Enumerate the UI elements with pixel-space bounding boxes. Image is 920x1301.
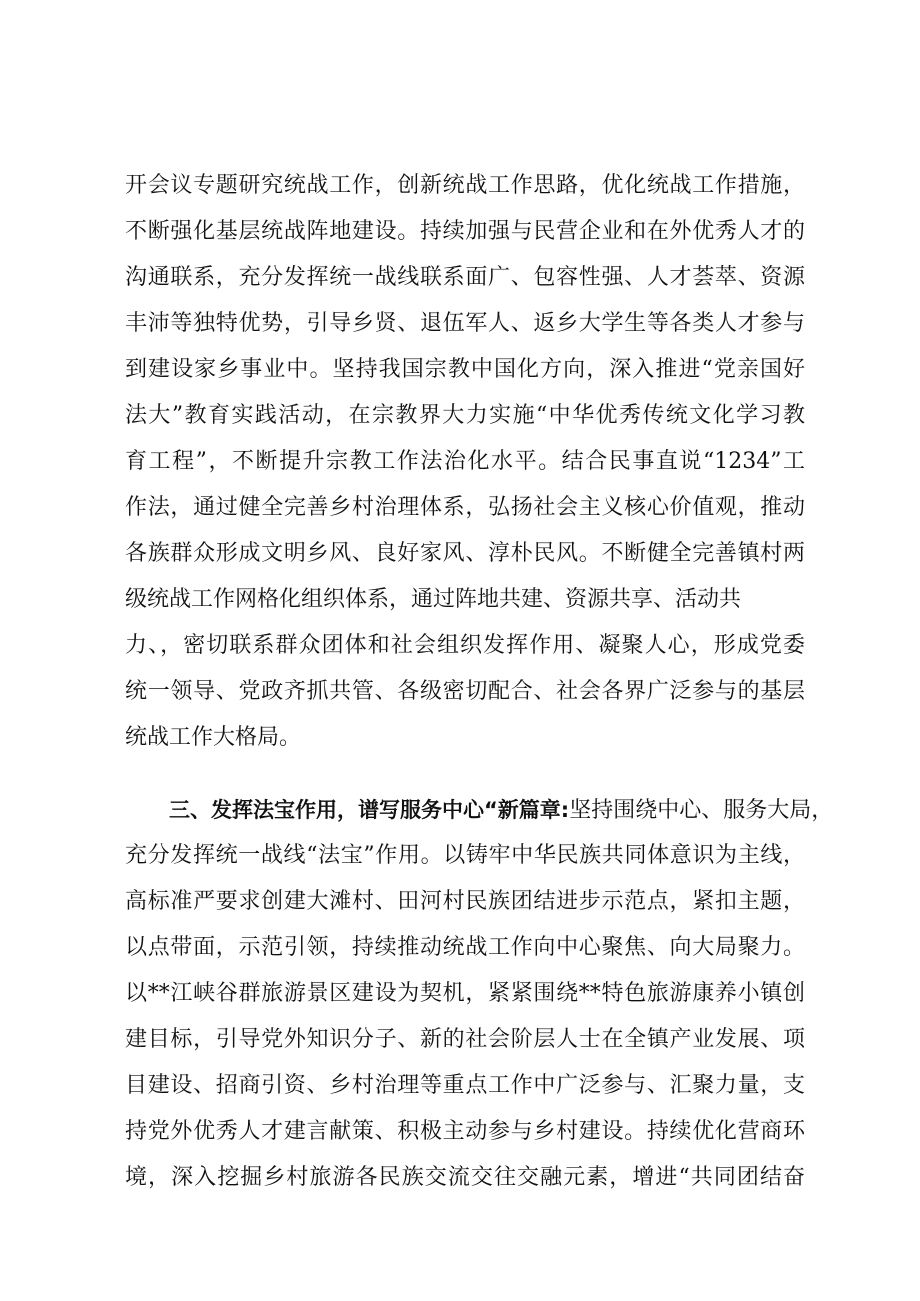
section-heading: 三、发挥法宝作用，谱写服务中心“新篇章: — [169, 798, 570, 822]
text-line: 作法，通过健全完善乡村治理体系，弘扬社会主义核心价值观，推动 — [125, 495, 805, 520]
text-line: 以点带面，示范引领，持续推动统战工作向中心聚焦、向大局聚力。 — [125, 935, 805, 960]
text-line: 不断强化基层统战阵地建设。持续加强与民营企业和在外优秀人才的 — [125, 219, 805, 244]
section-heading-continuation: 坚持围绕中心、服务大局， — [569, 798, 834, 823]
text-line: 沟通联系，充分发挥统一战线联系面广、包容性强、人才荟萃、资源 — [125, 265, 805, 290]
text-line: 持党外优秀人才建言献策、积极主动参与乡村建设。持续优化营商环 — [125, 1119, 805, 1144]
text-line: 以**江峡谷群旅游景区建设为契机，紧紧围绕**特色旅游康养小镇创 — [125, 981, 805, 1006]
text-line: 开会议专题研究统战工作，创新统战工作思路，优化统战工作措施， — [125, 173, 805, 198]
text-line: 建目标，引导党外知识分子、新的社会阶层人士在全镇产业发展、项 — [125, 1027, 805, 1052]
text-line: 力、，密切联系群众团体和社会组织发挥作用、凝聚人心，形成党委 — [125, 633, 805, 658]
text-line: 到建设家乡事业中。坚持我国宗教中国化方向，深入推进“党亲国好 — [125, 357, 805, 382]
text-line: 目建设、招商引资、乡村治理等重点工作中广泛参与、汇聚力量，支 — [125, 1073, 805, 1098]
text-line: 充分发挥统一战线“法宝”作用。以铸牢中华民族共同体意识为主线， — [125, 843, 805, 868]
text-line: 各族群众形成文明乡风、良好家风、淳朴民风。不断健全完善镇村两 — [125, 541, 805, 566]
text-line: 境，深入挖掘乡村旅游各民族交流交往交融元素，增进“共同团结奋 — [125, 1165, 805, 1190]
text-line: 育工程”，不断提升宗教工作法治化水平。结合民事直说“1234”工 — [125, 449, 805, 474]
text-line: 统一领导、党政齐抓共管、各级密切配合、社会各界广泛参与的基层 — [125, 679, 805, 704]
section-three — [125, 787, 834, 1201]
paragraph-unified-front-work — [125, 163, 805, 761]
text-line: 丰沛等独特优势，引导乡贤、退伍军人、返乡大学生等各类人才参与 — [125, 311, 805, 336]
text-line: 统战工作大格局。 — [125, 725, 302, 750]
text-line: 级统战工作网格化组织体系，通过阵地共建、资源共享、活动共 — [125, 587, 742, 612]
section-heading-line — [125, 787, 834, 833]
text-line: 法大”教育实践活动，在宗教界大力实施“中华优秀传统文化学习教 — [125, 403, 805, 428]
text-line: 高标准严要求创建大滩村、田河村民族团结进步示范点，紧扣主题， — [125, 889, 805, 914]
document-body — [125, 163, 834, 1201]
